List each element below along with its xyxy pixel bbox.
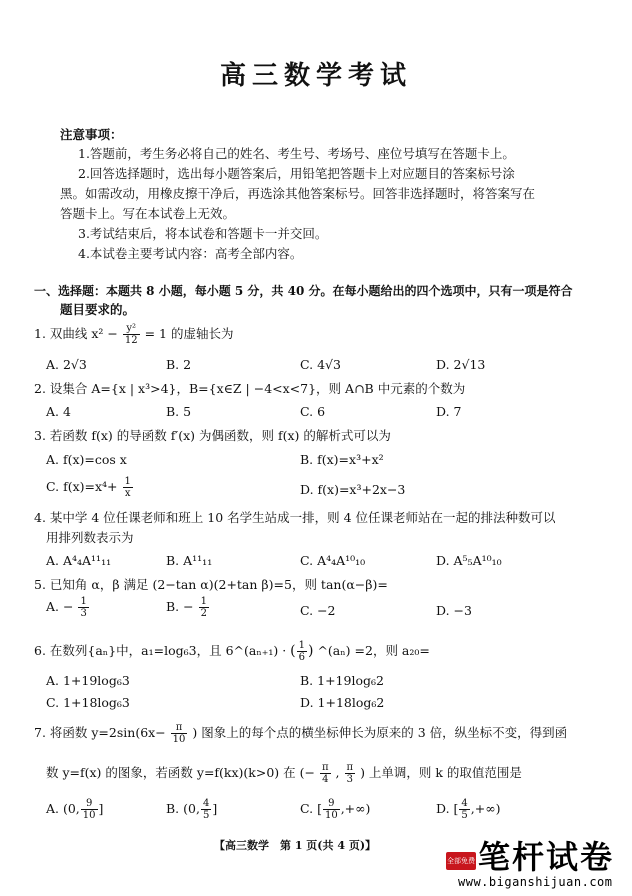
q7-optb-num: 4 [202, 798, 210, 809]
q1-stem-pre: 1. 双曲线 x² − [34, 326, 118, 341]
q6-fraction [297, 640, 307, 663]
q5-opta-fraction [78, 596, 88, 619]
q6-option-c: C. 1+18log₆3 [46, 695, 130, 710]
q7-optb-pre: B. (0, [166, 801, 200, 816]
q4-option-d: D. A⁵₅A¹⁰₁₀ [436, 553, 502, 568]
exam-title: 高三数学考试 [219, 61, 412, 91]
q1-option-b: B. 2 [166, 357, 192, 372]
q7-optc-post: ,+∞) [340, 801, 371, 816]
q7-frac-num: π [171, 722, 188, 734]
q7-optb-den: 5 [202, 810, 210, 821]
q3-option-b: B. f(x)=x³+x² [300, 452, 384, 467]
q6-option-a: A. 1+19log₆3 [46, 673, 130, 688]
page-footer: 【高三数学 第 1 页(共 4 页)】 [214, 839, 377, 852]
q1-option-a: A. 2√3 [46, 357, 87, 372]
section-heading-cont: 题目要求的。 [60, 302, 136, 317]
q1-option-d: D. 2√13 [436, 357, 486, 372]
q3-option-a: A. f(x)=cos x [46, 452, 127, 467]
q6-stem-pre: 6. 在数列{aₙ}中，a₁=log₆3，且 6^(aₙ₊₁) · [34, 643, 287, 658]
question-4-stem: 4. 某中学 4 位任课老师和班上 10 名学生站成一排，则 4 位任课老师站在一起的排法种数可以 [34, 510, 556, 525]
notice-line: 1.答题前，考生务必将自己的姓名、考生号、考场号、座位号填写在答题卡上。 [78, 146, 515, 161]
question-7-stem-cont [46, 762, 522, 785]
q5-optb-num: 1 [200, 596, 207, 607]
q7-option-d [436, 798, 501, 821]
question-2-stem: 2. 设集合 A={x | x³>4}，B={x∈Z | −4<x<7}，则 A∩B 中元素的个数为 [34, 381, 466, 396]
q6-frac-num: 1 [298, 640, 305, 651]
section-heading: 一、选择题：本题共 8 小题，每小题 5 分，共 40 分。在每小题给出的四个选项中，只有一项是符合 [34, 284, 573, 298]
q3-optc-fraction [123, 476, 133, 499]
q4-option-b: B. A¹¹₁₁ [166, 553, 213, 568]
q7-optd-fraction [459, 798, 469, 821]
q6-paren: ( [290, 643, 296, 659]
q3-option-c [46, 476, 134, 499]
watermark-badge: 全部免费 [446, 852, 476, 870]
notice-line: 3.考试结束后，将本试卷和答题卡一并交回。 [78, 226, 328, 241]
q5-optb-pre: B. − [166, 599, 194, 614]
q1-frac-num: y² [123, 323, 140, 335]
q3-optc-num: 1 [124, 476, 131, 487]
q7-line2-post: ) 上单调，则 k 的取值范围是 [360, 765, 522, 780]
question-6-stem [34, 640, 430, 663]
q2-option-b: B. 5 [166, 404, 192, 419]
q5-option-b [166, 596, 210, 619]
notice-line: 答题卡上。写在本试卷上无效。 [60, 206, 236, 221]
q7-int-num1: π [321, 762, 329, 773]
q7-int-comma: , [335, 765, 340, 780]
q7-line1-post: ) 图象上的每个点的横坐标伸长为原来的 3 倍，纵坐标不变，得到函 [192, 725, 568, 740]
q7-optc-num: 9 [323, 798, 340, 810]
q7-optd-post: ,+∞) [470, 801, 501, 816]
q7-optc-fraction [323, 798, 340, 821]
q7-opta-post: ] [98, 801, 104, 816]
q4-option-c: C. A⁴₄A¹⁰₁₀ [300, 553, 366, 568]
q2-option-d: D. 7 [436, 404, 462, 419]
q7-line2-pre: 数 y=f(x) 的图象，若函数 y=f(kx)(k>0) 在 (− [46, 765, 315, 780]
q5-opta-den: 3 [80, 608, 87, 619]
q7-int-den1: 4 [322, 774, 329, 785]
q5-optb-fraction [199, 596, 209, 619]
watermark-url: www.biganshijuan.com [458, 875, 613, 889]
watermark-brand: 笔杆试卷 [478, 838, 615, 876]
notice-line: 2.回答选择题时，选出每小题答案后，用铅笔把答题卡上对应题目的答案标号涂 [78, 166, 515, 181]
q7-option-b [166, 798, 217, 821]
q5-option-a [46, 596, 90, 619]
q6-paren: ) [308, 643, 314, 659]
q2-option-c: C. 6 [300, 404, 326, 419]
q7-optc-pre: C. [ [300, 801, 322, 816]
q7-opta-pre: A. (0, [46, 801, 80, 816]
q3-optc-den: x [124, 488, 131, 499]
q7-optc-den: 10 [324, 810, 338, 821]
q7-opta-fraction [81, 798, 98, 821]
q7-int-num2: π [346, 762, 354, 773]
question-4-stem-cont: 用排列数表示为 [46, 530, 134, 545]
q5-opta-pre: A. − [46, 599, 74, 614]
q7-interval-right [345, 762, 356, 785]
q7-optb-fraction [201, 798, 211, 821]
q6-stem-post: ^(aₙ) =2，则 a₂₀= [317, 643, 430, 658]
q5-option-d: D. −3 [436, 603, 472, 618]
q5-option-c: C. −2 [300, 603, 336, 618]
notice-line: 黑。如需改动，用橡皮擦干净后，再选涂其他答案标号。回答非选择题时，将答案写在 [60, 186, 536, 201]
q1-frac-den: 12 [124, 335, 138, 346]
q1-option-c: C. 4√3 [300, 357, 341, 372]
q7-int-den2: 3 [346, 774, 353, 785]
q3-optc-pre: C. f(x)=x⁴+ [46, 479, 118, 494]
q7-option-a [46, 798, 103, 821]
q1-stem-post: = 1 的虚轴长为 [144, 326, 234, 341]
q7-frac-den: 10 [172, 734, 186, 745]
q2-option-a: A. 4 [46, 404, 71, 419]
q7-optd-num: 4 [461, 798, 468, 809]
q7-interval-left [320, 762, 331, 785]
q7-opta-den: 10 [82, 810, 96, 821]
question-1-stem [34, 323, 233, 346]
question-5-stem: 5. 已知角 α，β 满足 (2−tan α)(2+tan β)=5，则 tan(α−β)= [34, 577, 388, 592]
question-3-stem: 3. 若函数 f(x) 的导函数 f′(x) 为偶函数，则 f(x) 的解析式可以为 [34, 428, 391, 443]
notice-heading: 注意事项： [60, 127, 123, 142]
q3-option-d: D. f(x)=x³+2x−3 [300, 482, 406, 497]
q6-option-d: D. 1+18log₆2 [300, 695, 385, 710]
question-7-stem [34, 722, 567, 745]
q7-optd-den: 5 [461, 810, 468, 821]
q6-option-b: B. 1+19log₆2 [300, 673, 384, 688]
notice-line: 4.本试卷主要考试内容：高考全部内容。 [78, 246, 303, 261]
q4-option-a: A. A⁴₄A¹¹₁₁ [46, 553, 112, 568]
q1-fraction [123, 323, 140, 346]
q7-option-c [300, 798, 370, 821]
q5-optb-den: 2 [200, 608, 207, 619]
q7-fraction [171, 722, 188, 745]
q5-opta-num: 1 [80, 596, 87, 607]
q6-frac-den: 6 [298, 652, 305, 663]
q7-optb-post: ] [212, 801, 218, 816]
q7-opta-num: 9 [81, 798, 98, 810]
q7-optd-pre: D. [ [436, 801, 459, 816]
q7-line1-pre: 7. 将函数 y=2sin(6x− [34, 725, 166, 740]
